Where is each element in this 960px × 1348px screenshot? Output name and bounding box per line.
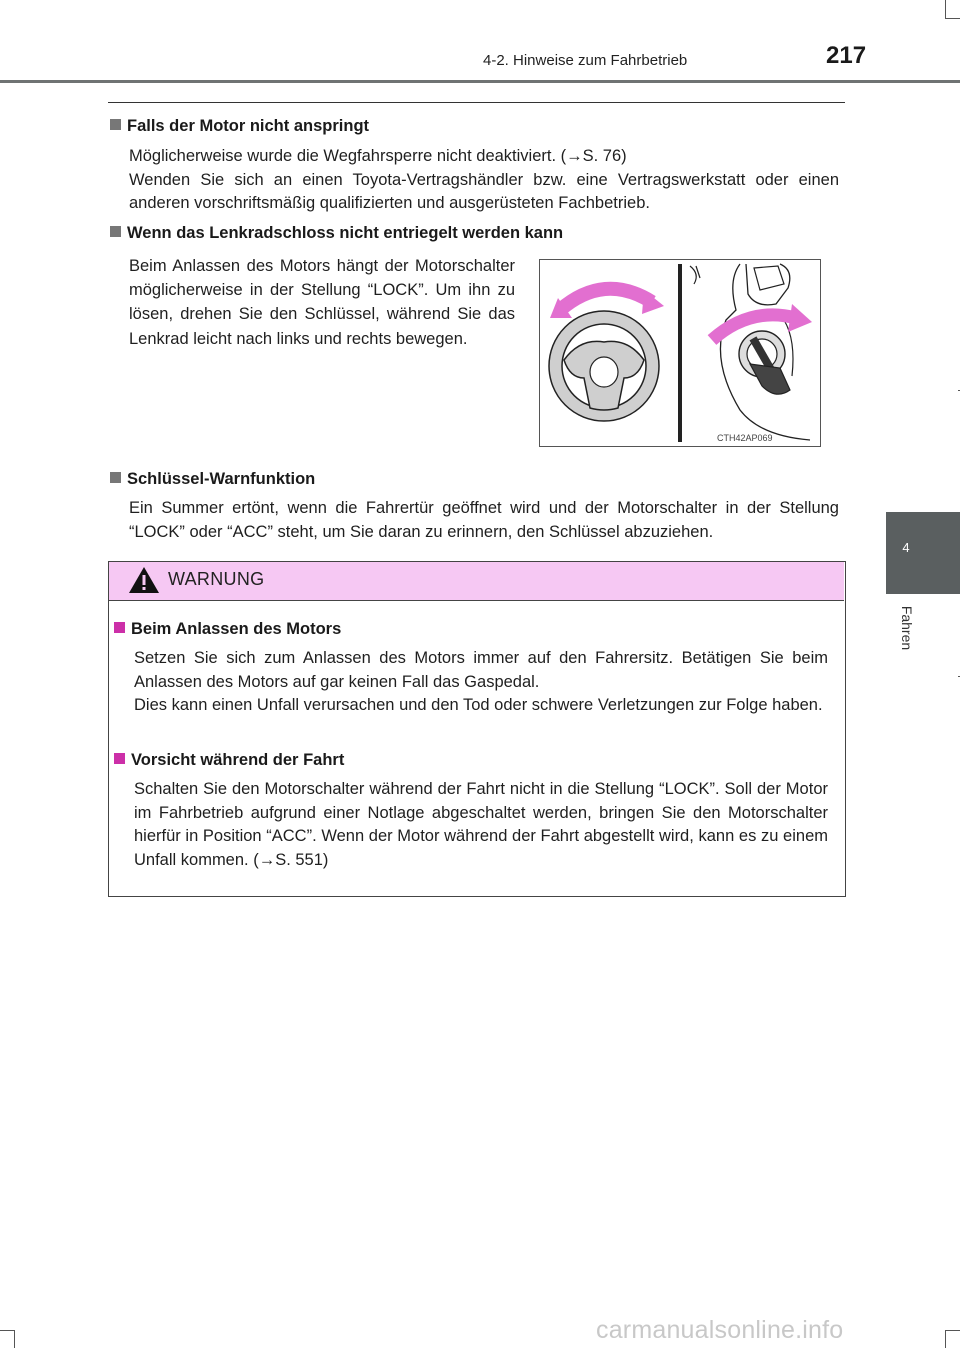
chapter-number: 4	[902, 540, 910, 555]
paragraph: Dies kann einen Unfall verursachen und den Tod oder schwere Verletzungen zur Folge haben.	[134, 696, 823, 714]
section-heading-text: Schlüssel-Warnfunktion	[127, 470, 316, 488]
crop-mark	[0, 1330, 14, 1331]
chapter-label	[882, 592, 928, 672]
square-bullet-icon	[114, 753, 125, 764]
warning-title: WARNUNG	[168, 569, 265, 589]
paragraph: Möglicherweise wurde die Wegfahrsperre nicht deaktiviert. (→S. 76)	[129, 147, 627, 165]
figure-caption: CTH42AP069	[717, 433, 773, 443]
header-rule	[0, 80, 960, 83]
section-heading-text: Wenn das Lenkradschloss nicht entriegelt werden kann	[127, 224, 564, 242]
page-number: 217	[826, 42, 867, 69]
crop-mark	[945, 1330, 960, 1331]
warning-triangle-icon	[128, 565, 160, 595]
chapter-label-text: Fahren	[899, 605, 915, 651]
section-heading-text: Falls der Motor nicht anspringt	[127, 117, 370, 135]
paragraph: Setzen Sie sich zum Anlassen des Motors immer auf den Fahrersitz. Betätigen Sie beim Anlassen des Motors auf gar keinen Fall das Gaspedal.	[134, 649, 828, 691]
section-heading	[110, 224, 563, 243]
warning-item-heading	[114, 620, 341, 639]
watermark: carmanualsonline.info	[596, 1316, 844, 1344]
warning-item-heading	[114, 751, 344, 770]
paragraph: Ein Summer ertönt, wenn die Fahrertür geöffnet wird und der Motorschalter in der Stellung “LOCK” oder “ACC” steht, um Sie daran zu erinnern, den Schlüssel abzuziehen.	[129, 499, 839, 541]
paragraph: Wenden Sie sich an einen Toyota-Vertragshändler bzw. eine Vertragswerkstatt oder einen anderen vorschriftsmäßig qualifizierten und ausgerüsteten Fachbetrieb.	[129, 170, 839, 212]
crop-mark	[945, 18, 960, 19]
warning-item-body	[134, 778, 828, 872]
paragraph: Beim Anlassen des Motors hängt der Motorschalter möglicherweise in der Stellung “LOCK”. Um ihn zu lösen, drehen Sie den Schlüssel, während Sie das Lenkrad leicht nach links und rechts bewegen.	[129, 257, 515, 348]
square-bullet-icon	[114, 622, 125, 633]
section-body	[129, 145, 839, 216]
paragraph: Schalten Sie den Motorschalter während der Fahrt nicht in die Stellung “LOCK”. Soll der Motor im Fahrbetrieb aufgrund einer Notlage abgeschaltet werden, bringen Sie den Motorschalter hierfür in Position “ACC”. Wenn der Motor während der Fahrt abgestellt wird, kann es zu einem Unfall kommen. (→S. 551)	[134, 780, 828, 869]
content-rule	[108, 102, 845, 103]
warning-item-body	[134, 647, 828, 718]
section-title: 4-2. Hinweise zum Fahrbetrieb	[483, 52, 688, 69]
square-bullet-icon	[110, 226, 121, 237]
crop-mark	[14, 1330, 15, 1348]
warning-item-heading-text: Vorsicht während der Fahrt	[131, 751, 345, 769]
section-body	[129, 254, 515, 351]
square-bullet-icon	[110, 119, 121, 130]
steering-wheel-icon	[549, 311, 659, 421]
square-bullet-icon	[110, 472, 121, 483]
figure-illustration	[540, 260, 820, 446]
ignition-key-icon	[720, 264, 810, 440]
warning-item-heading-text: Beim Anlassen des Motors	[131, 620, 342, 638]
section-body	[129, 497, 839, 544]
steering-lock-figure	[539, 259, 821, 447]
crop-mark	[945, 1330, 946, 1348]
section-heading	[110, 117, 369, 136]
crop-mark	[945, 0, 946, 18]
section-heading	[110, 470, 315, 489]
